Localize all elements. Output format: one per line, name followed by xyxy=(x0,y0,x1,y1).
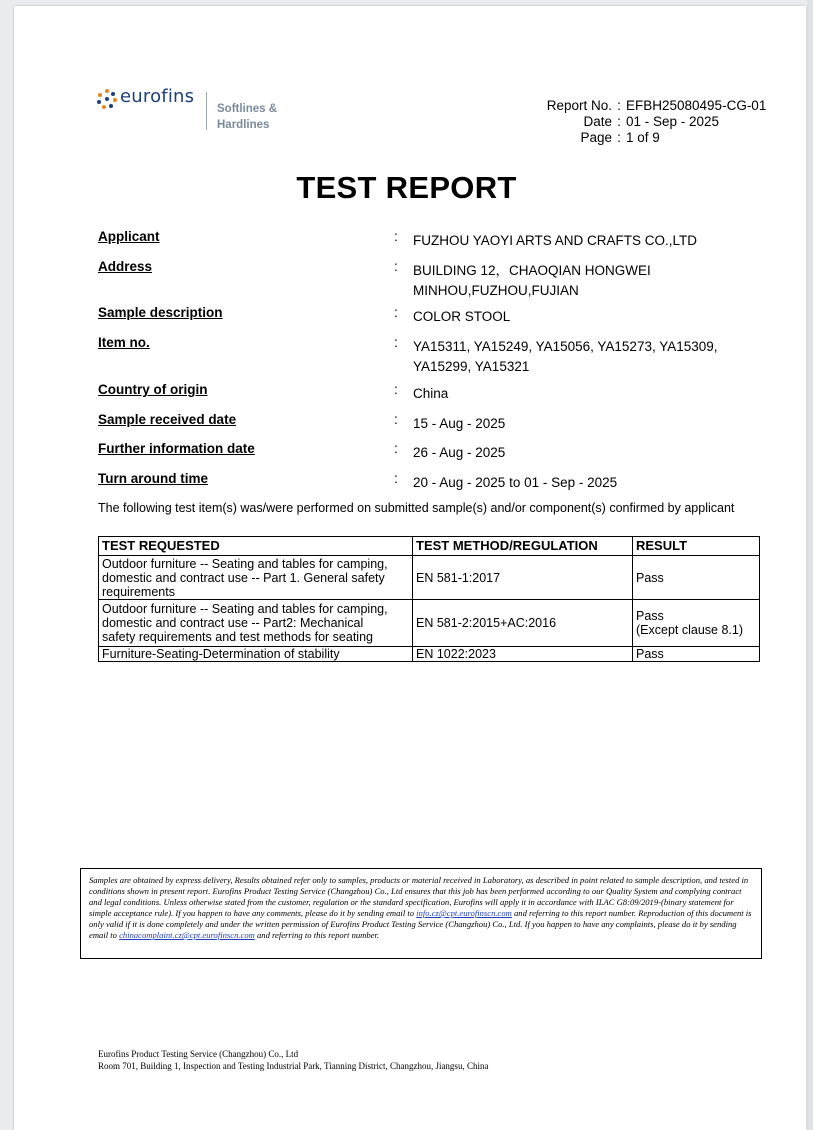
report-title: TEST REPORT xyxy=(296,170,517,205)
test-line: requirements xyxy=(102,584,175,599)
colon: : xyxy=(394,305,398,320)
colon: : xyxy=(617,114,621,129)
footer-address: Room 701, Building 1, Inspection and Testing Industrial Park, Tianning District, Changzhou, Jiangsu, China xyxy=(98,1061,489,1071)
report-date-label: Date xyxy=(583,114,612,129)
disclaimer-text: and referring to this report number. xyxy=(254,930,380,940)
test-line: safety requirements and test methods for seating xyxy=(102,630,373,644)
result-cell: Pass xyxy=(633,647,760,662)
item-no-label: Item no. xyxy=(98,335,150,350)
colon: : xyxy=(394,335,398,350)
turn-around-time-value: 20 - Aug - 2025 to 01 - Sep - 2025 xyxy=(413,475,618,490)
logo-division xyxy=(217,101,307,133)
test-method-cell: EN 581-1:2017 xyxy=(413,556,633,600)
colon: : xyxy=(394,229,398,244)
sample-received-date-value: 15 - Aug - 2025 xyxy=(413,416,506,431)
test-requested-cell xyxy=(99,600,413,647)
test-line: domestic and contract use -- Part 1. General safety xyxy=(102,570,385,585)
result-cell xyxy=(633,600,760,647)
test-line: domestic and contract use -- Part2: Mechanical xyxy=(102,616,364,630)
table-row xyxy=(99,647,760,662)
result-line: Pass xyxy=(636,609,664,623)
test-requested-cell: Furniture-Seating-Determination of stability xyxy=(99,647,413,662)
logo-divider xyxy=(206,92,207,130)
test-method-cell: EN 581-2:2015+AC:2016 xyxy=(413,600,633,647)
report-meta xyxy=(530,98,766,146)
colon: : xyxy=(394,441,398,456)
disclaimer-text: and referring to this report number. Reproduction of this document is only valid if it is done completely and under the written permission of Eurofins Product Testing Service (Changzhou) Co., Ltd. If you happen to have any complaints, please do it by sending email to xyxy=(89,908,752,940)
item-no-value xyxy=(413,337,773,377)
header-test-requested: TEST REQUESTED xyxy=(99,537,413,556)
report-number-value: EFBH25080495-CG-01 xyxy=(626,98,767,113)
test-line: Outdoor furniture -- Seating and tables for camping, xyxy=(102,602,388,616)
logo-division-line1: Softlines & xyxy=(217,103,278,115)
info-email-link[interactable]: info.cz@cpt.eurofinscn.com xyxy=(416,908,512,918)
country-of-origin-value: China xyxy=(413,386,449,401)
further-information-date-value: 26 - Aug - 2025 xyxy=(413,445,506,460)
turn-around-time-label: Turn around time xyxy=(98,471,208,486)
address-value xyxy=(413,261,753,301)
address-line2: MINHOU,FUZHOU,FUJIAN xyxy=(413,283,579,298)
address-label: Address xyxy=(98,259,153,274)
result-cell xyxy=(633,556,760,600)
table-row xyxy=(99,600,760,647)
report-date-value: 01 - Sep - 2025 xyxy=(626,114,720,129)
disclaimer-text: Samples are obtained by express delivery, Results obtained refer only to samples, products or material received in Laboratory, as described in point related to sample description, and tested in conditions shown in present report. Eurofins Product Testing Service (Changzhou) Co., Ltd ensures that this job has been performed according to our Quality System and complying contract and legal conditions. Unless otherwise stated from the customer, regulation or the standard specification, Eurofins will apply it in accordance with ILAC G8:09/2019-(binary statement for simple acceptance rule). If you happen to have any comments, please do it by sending email to xyxy=(89,875,749,918)
report-number-row xyxy=(530,98,766,114)
page-footer xyxy=(98,1048,488,1072)
test-statement: The following test item(s) was/were performed on submitted sample(s) and/or component(s) confirmed by applicant xyxy=(98,501,735,515)
sample-description-value: COLOR STOOL xyxy=(413,309,511,324)
eurofins-logo xyxy=(96,86,296,136)
complaint-email-link[interactable]: chinacomplaint.cz@cpt.eurofinscn.com xyxy=(119,930,255,940)
report-date-row xyxy=(530,114,766,130)
address-line1: BUILDING 12，CHAOQIAN HONGWEI xyxy=(413,263,651,278)
report-page-label: Page xyxy=(580,130,612,145)
colon: : xyxy=(394,259,398,274)
applicant-value: FUZHOU YAOYI ARTS AND CRAFTS CO.,LTD xyxy=(413,233,698,248)
colon: : xyxy=(617,130,621,145)
footer-company: Eurofins Product Testing Service (Changzhou) Co., Ltd xyxy=(98,1049,299,1059)
table-header-row xyxy=(99,537,760,556)
report-page-row xyxy=(530,130,766,146)
country-of-origin-label: Country of origin xyxy=(98,382,208,397)
test-results-table xyxy=(98,536,760,662)
test-requested-cell xyxy=(99,556,413,600)
test-method-cell: EN 1022:2023 xyxy=(413,647,633,662)
applicant-label: Applicant xyxy=(98,229,160,244)
result-line: (Except clause 8.1) xyxy=(636,623,743,637)
logo-wordmark: eurofins xyxy=(120,86,195,107)
disclaimer-box xyxy=(80,868,762,959)
result-line: Pass xyxy=(636,570,664,585)
further-information-date-label: Further information date xyxy=(98,441,255,456)
header-test-method: TEST METHOD/REGULATION xyxy=(413,537,633,556)
colon: : xyxy=(394,382,398,397)
colon: : xyxy=(617,98,621,113)
header-result: RESULT xyxy=(633,537,760,556)
table-row xyxy=(99,556,760,600)
logo-division-line2: Hardlines xyxy=(217,119,270,131)
report-number-label: Report No. xyxy=(546,98,612,113)
test-line: Outdoor furniture -- Seating and tables for camping, xyxy=(102,556,388,571)
item-no-line1: YA15311, YA15249, YA15056, YA15273, YA15309, xyxy=(413,339,718,354)
colon: : xyxy=(394,412,398,427)
report-page-value: 1 of 9 xyxy=(626,130,660,145)
eurofins-dots-icon xyxy=(96,88,118,110)
item-no-line2: YA15299, YA15321 xyxy=(413,359,530,374)
sample-received-date-label: Sample received date xyxy=(98,412,237,427)
colon: : xyxy=(394,471,398,486)
sample-description-label: Sample description xyxy=(98,305,223,320)
